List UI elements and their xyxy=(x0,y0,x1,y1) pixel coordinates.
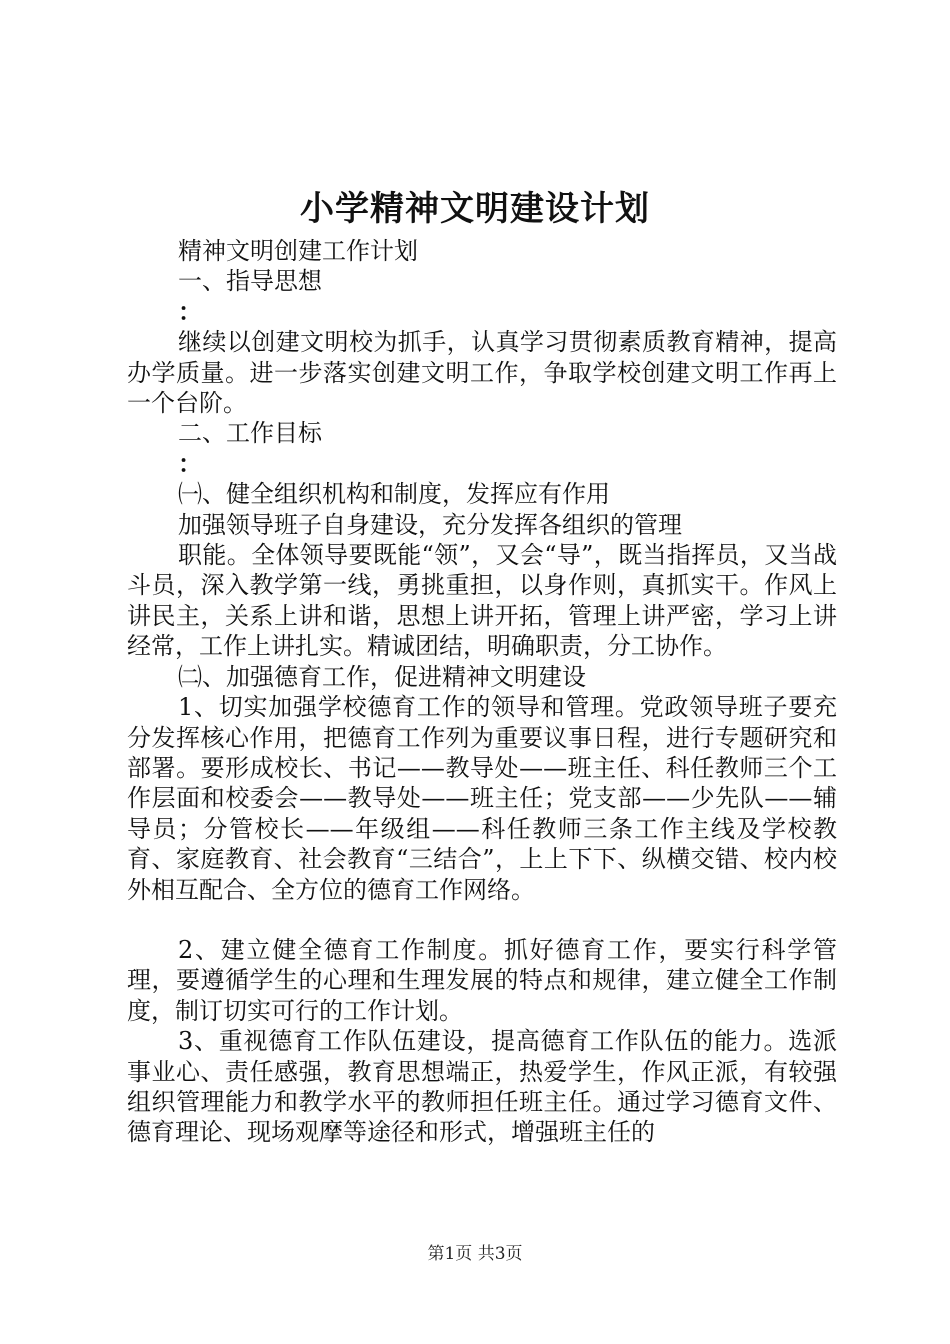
colon-line: ： xyxy=(178,448,202,478)
paragraph-item-3: 3、重视德育工作队伍建设，提高德育工作队伍的能力。选派事业心、责任感强，教育思想端正，热爱学生，作风正派，有较强组织管理能力和教学水平的教师担任班主任。通过学习德育文件、德育理论、现场观摩等途径和形式，增强班主任的 xyxy=(127,1027,837,1147)
page-footer: 第1页 共3页 xyxy=(427,1244,523,1264)
paragraph-leadership-duties: 职能。全体领导要既能“领”，又会“导”，既当指挥员，又当战斗员，深入教学第一线，勇挑重担，以身作则，真抓实干。作风上讲民主，关系上讲和谐，思想上讲开拓，管理上讲严密，学习上讲经常，工作上讲扎实。精诚团结，明确职责，分工协作。 xyxy=(127,541,837,661)
paragraph-item-1: 1、切实加强学校德育工作的领导和管理。党政领导班子要充分发挥核心作用，把德育工作列为重要议事日程，进行专题研究和部署。要形成校长、书记——教导处——班主任、科任教师三个工作层面和校委会——教导处——班主任；党支部——少先队——辅导员；分管校长——年级组——科任教师三条工作主线及学校教育、家庭教育、社会教育“三结合”，上上下下、纵横交错、校内校外相互配合、全方位的德育工作网络。 xyxy=(127,693,837,904)
heading-work-goals: 二、工作目标 xyxy=(178,419,322,448)
heading-moral-education: ㈡、加强德育工作，促进精神文明建设 xyxy=(178,662,586,691)
heading-guiding-ideology: 一、指导思想 xyxy=(178,267,322,296)
paragraph-leadership: 加强领导班子自身建设，充分发挥各组织的管理 xyxy=(178,510,682,539)
colon-line: ： xyxy=(178,296,202,326)
document-body xyxy=(127,236,837,1148)
document-title: 小学精神文明建设计划 xyxy=(300,189,650,229)
paragraph-item-2: 2、建立健全德育工作制度。抓好德育工作，要实行科学管理，要遵循学生的心理和生理发展的特点和规律，建立健全工作制度，制订切实可行的工作计划。 xyxy=(127,935,837,1025)
paragraph-guiding-ideology: 继续以创建文明校为抓手，认真学习贯彻素质教育精神，提高办学质量。进一步落实创建文明工作，争取学校创建文明工作再上一个台阶。 xyxy=(127,328,837,418)
paragraph-gap xyxy=(127,905,837,935)
heading-organization: ㈠、健全组织机构和制度，发挥应有作用 xyxy=(178,480,610,509)
paragraph-subtitle: 精神文明创建工作计划 xyxy=(178,237,418,265)
